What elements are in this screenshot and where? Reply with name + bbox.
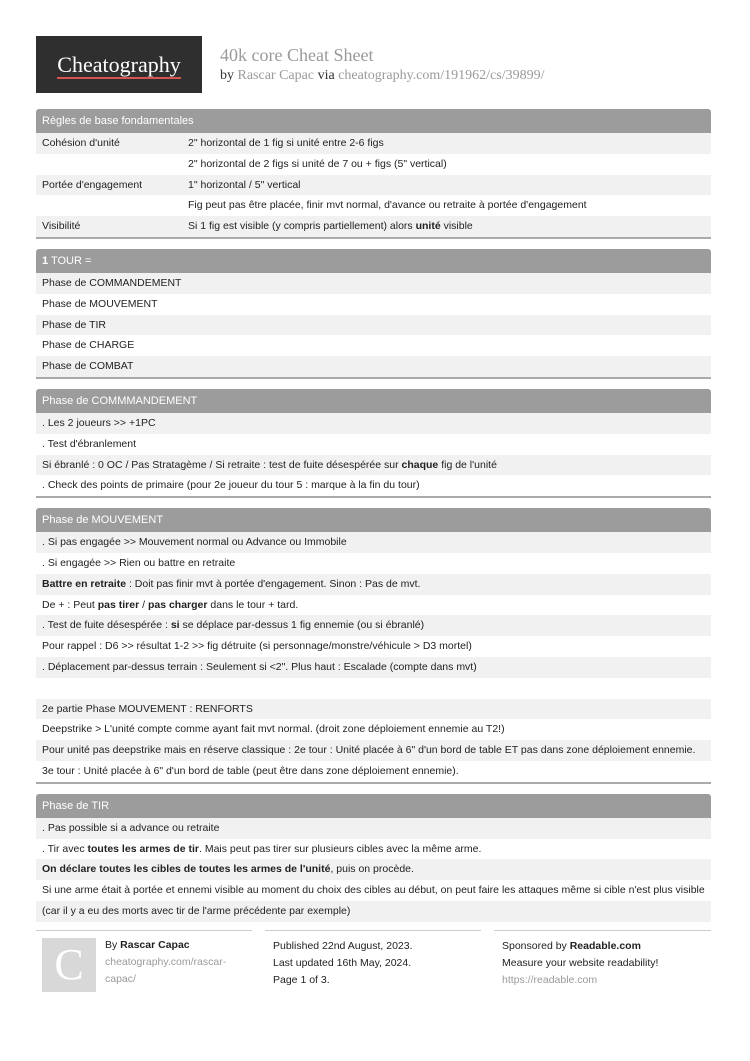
table-row <box>36 294 711 315</box>
table-row <box>36 636 711 657</box>
row-value: 1" horizontal / 5" vertical <box>188 178 301 191</box>
text-segment: se déplace par-dessus 1 fig ennemie (ou si ébranlé) <box>179 619 425 632</box>
table-row <box>36 901 711 922</box>
bold-segment: Battre en retraite <box>42 577 127 590</box>
footer-updated: Last updated 16th May, 2024. <box>273 957 412 969</box>
footer-published: Published 22nd August, 2023. <box>273 940 413 952</box>
sponsor-tagline: Measure your website readability! <box>502 957 659 969</box>
footer-author-url-line-2[interactable]: capac/ <box>105 973 136 985</box>
table-row <box>36 195 711 216</box>
section-header: Règles de base fondamentales <box>36 109 711 133</box>
table-row <box>36 356 711 377</box>
table-row <box>36 273 711 294</box>
row-label <box>36 195 188 216</box>
section-phase-mouvement <box>36 508 711 784</box>
row-value: 2" horizontal de 1 fig si unité entre 2-6 figs <box>188 137 384 149</box>
sponsor-link[interactable]: Readable.com <box>569 940 641 952</box>
row-text: . Les 2 joueurs >> +1PC <box>42 416 156 429</box>
section-regles-de-base <box>36 109 711 239</box>
row-text: Phase de CHARGE <box>42 339 135 352</box>
table-row <box>36 216 711 237</box>
table-row <box>36 761 711 782</box>
row-text: Pour unité pas deepstrike mais en réserve classique : 2e tour : Unité placée à 6" d'un bord de table ET pas dans zone déploiement ennemie. <box>42 744 696 757</box>
section-rows <box>36 273 711 377</box>
footer-author-column <box>36 930 252 989</box>
row-text: . Si pas engagée >> Mouvement normal ou Advance ou Immobile <box>42 536 347 549</box>
section-tour <box>36 249 711 379</box>
row-text <box>36 839 485 860</box>
sponsor-url-link[interactable]: https://readable.com <box>502 974 598 986</box>
footer-sponsor-column <box>494 930 711 989</box>
title-block <box>220 44 545 85</box>
table-row <box>36 434 711 455</box>
row-value: 2" horizontal de 2 figs si unité de 7 ou + figs (5" vertical) <box>188 157 447 170</box>
text-segment: dans le tour + tard. <box>207 598 299 611</box>
bold-segment: pas tirer <box>97 598 140 611</box>
row-text: . Pas possible si a advance ou retraite <box>42 821 220 834</box>
table-row <box>36 699 711 720</box>
bold-segment: chaque <box>401 458 439 471</box>
table-row <box>36 475 711 496</box>
row-text: . Déplacement par-dessus terrain : Seulement si <2". Plus haut : Escalade (compte dans mvt) <box>42 660 477 673</box>
table-row <box>36 657 711 678</box>
section-header: Phase de TIR <box>36 794 711 818</box>
table-row <box>36 154 711 175</box>
section-phase-commandement <box>36 389 711 498</box>
row-text: Phase de MOUVEMENT <box>42 297 158 310</box>
cheatography-c-logo <box>42 938 96 992</box>
row-text <box>36 615 428 636</box>
footer-divider <box>36 930 252 931</box>
footer-author-info <box>105 937 255 988</box>
table-row <box>36 133 711 154</box>
text-segment: visible <box>440 220 473 233</box>
bold-segment: pas charger <box>147 598 208 611</box>
table-row <box>36 818 711 839</box>
section-rows <box>36 818 711 922</box>
footer-dates-column <box>265 930 481 989</box>
footer-by-line <box>105 937 255 954</box>
by-label: By <box>105 939 121 951</box>
c-logo-letter: C <box>54 940 84 989</box>
row-text: Phase de TIR <box>42 318 107 331</box>
table-row <box>36 839 711 860</box>
section-rows <box>36 413 711 496</box>
bold-segment: si <box>170 619 180 632</box>
row-text <box>36 678 46 699</box>
sheet-url-link[interactable]: cheatography.com/191962/cs/39899/ <box>338 68 545 83</box>
table-row <box>36 719 711 740</box>
row-text: Phase de COMMANDEMENT <box>42 276 182 289</box>
section-rows <box>36 532 711 782</box>
text-segment: fig de l'unité <box>438 458 497 471</box>
footer-dates-info <box>265 931 481 989</box>
row-value <box>188 216 711 237</box>
text-segment: : Doit pas finir mvt à portée d'engagement. Sinon : Pas de mvt. <box>126 577 421 590</box>
row-text <box>36 859 418 880</box>
table-row <box>36 595 711 616</box>
cheat-sheet-content <box>36 109 711 932</box>
sheet-title: 40k core Cheat Sheet <box>220 45 374 65</box>
row-text <box>36 455 501 476</box>
text-segment: TOUR = <box>48 254 92 267</box>
row-text: . Si engagée >> Rien ou battre en retraite <box>42 556 236 569</box>
table-row <box>36 175 711 196</box>
row-value: Fig peut pas être placée, finir mvt normal, d'avance ou retraite à portée d'engagement <box>188 199 587 212</box>
table-row <box>36 880 711 901</box>
row-text <box>36 574 424 595</box>
text-segment: De + : Peut <box>42 598 98 611</box>
text-segment: . Mais peut pas tirer sur plusieurs cibles avec la même arme. <box>198 842 482 855</box>
footer-sponsor-info <box>494 931 711 989</box>
table-row <box>36 455 711 476</box>
page-footer <box>36 930 711 1000</box>
sponsor-label: Sponsored by <box>502 940 570 952</box>
text-segment: . Tir avec <box>42 842 88 855</box>
bold-segment: On déclare toutes les cibles de toutes les armes de l'unité <box>42 863 331 876</box>
section-header: Phase de COMMMANDEMENT <box>36 389 711 413</box>
footer-author-link[interactable]: Rascar Capac <box>120 939 190 951</box>
row-text: (car il y a eu des morts avec tir de l'arme précédente par exemple) <box>42 904 351 917</box>
row-text <box>36 595 302 616</box>
table-row <box>36 678 711 699</box>
row-text: Phase de COMBAT <box>42 360 134 373</box>
row-text: 3e tour : Unité placée à 6" d'un bord de table (peut être dans zone déploiement ennemie). <box>42 764 459 777</box>
row-text: . Test d'ébranlement <box>42 437 137 450</box>
table-row <box>36 553 711 574</box>
footer-page-number: Page 1 of 3. <box>273 974 330 986</box>
footer-sponsor-line <box>502 938 711 955</box>
table-row <box>36 740 711 761</box>
table-row <box>36 859 711 880</box>
row-label: Visibilité <box>42 220 81 233</box>
text-segment: Si ébranlé : 0 OC / Pas Stratagème / Si retraite : test de fuite désespérée sur <box>42 458 402 471</box>
logo-text: Cheatography <box>57 51 181 77</box>
row-label: Cohésion d'unité <box>42 137 120 149</box>
text-segment: , puis on procède. <box>330 863 414 876</box>
text-segment: . Test de fuite désespérée : <box>42 619 171 632</box>
row-text: Deepstrike > L'unité compte comme ayant fait mvt normal. (droit zone déploiement ennemie au T2!) <box>42 723 505 736</box>
table-row <box>36 574 711 595</box>
by-label: by <box>220 68 234 83</box>
cheatography-logo[interactable] <box>36 36 202 93</box>
row-text: 2e partie Phase MOUVEMENT : RENFORTS <box>42 702 253 715</box>
row-label: Portée d'engagement <box>42 178 143 191</box>
row-text: Si une arme était à portée et ennemi visible au moment du choix des cibles au début, on peut faire les attaques même si cible n'est plus visible <box>42 884 705 897</box>
bold-segment: toutes les armes de tir <box>87 842 199 855</box>
table-row <box>36 532 711 553</box>
table-row <box>36 315 711 336</box>
bold-segment: unité <box>415 220 441 233</box>
row-text: Pour rappel : D6 >> résultat 1-2 >> fig détruite (si personnage/monstre/véhicule > D3 mortel) <box>42 640 472 653</box>
byline <box>220 67 545 85</box>
text-segment: Si 1 fig est visible (y compris partiellement) alors <box>188 220 416 233</box>
via-label: via <box>317 68 335 83</box>
text-segment: / <box>139 598 148 611</box>
table-row <box>36 413 711 434</box>
section-phase-tir <box>36 794 711 922</box>
table-row <box>36 335 711 356</box>
bold-segment: 1 <box>42 254 49 267</box>
section-rows <box>36 133 711 237</box>
section-header: Phase de MOUVEMENT <box>36 508 711 532</box>
row-text: . Check des points de primaire (pour 2e joueur du tour 5 : marque à la fin du tour) <box>42 479 420 492</box>
table-row <box>36 615 711 636</box>
author-link[interactable]: Rascar Capac <box>237 68 315 83</box>
row-label <box>36 154 188 175</box>
footer-author-url-line-1[interactable]: cheatography.com/rascar- <box>105 956 227 968</box>
section-header <box>36 249 711 273</box>
